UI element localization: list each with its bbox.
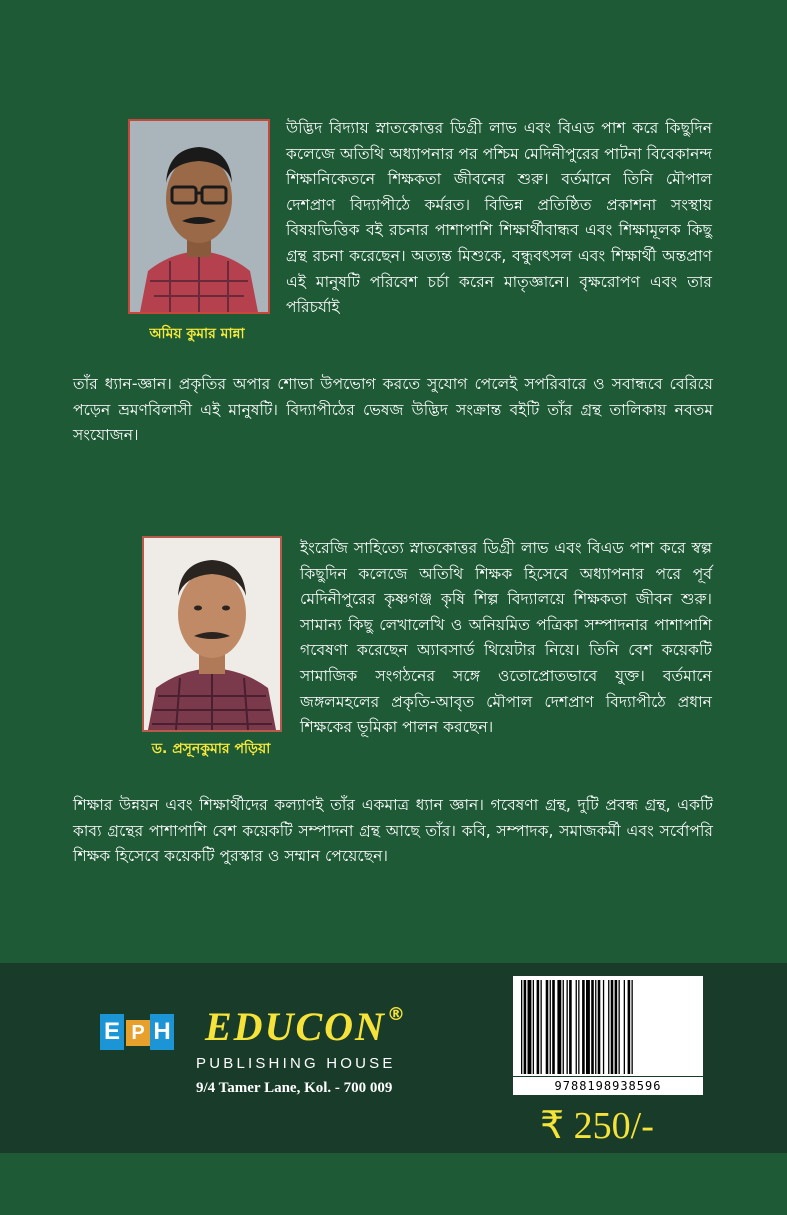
publisher-address: 9/4 Tamer Lane, Kol. - 700 009 — [196, 1080, 393, 1096]
isbn-number: 9788198938596 — [513, 1077, 703, 1095]
logo-letter-e: E — [100, 1014, 124, 1050]
logo-letter-h: H — [150, 1014, 174, 1050]
author1-name: অমিয় কুমার মান্না — [149, 326, 245, 342]
author2-name: ড. প্রসূনকুমার পড়িয়া — [151, 741, 271, 757]
logo-letter-p: P — [126, 1020, 150, 1046]
price: ₹ 250/- — [540, 1105, 654, 1147]
author2-photo — [142, 536, 282, 732]
bottom-strip — [0, 1153, 787, 1215]
author1-portrait-icon — [130, 121, 268, 312]
barcode-icon — [513, 976, 703, 1076]
author1-bio-part2: তাঁর ধ্যান-জ্ঞান। প্রকৃতির অপার শোভা উপভোগ করতে সুযোগ পেলেই সপরিবারে ও সবান্ধবে বেরিয়ে পড়েন ভ্রমণবিলাসী এই মানুষটি। বিদ্যাপীঠের ভেষজ উদ্ভিদ সংক্রান্ত বইটি তাঁর গ্রন্থ তালিকায় নবতম সংযোজন। — [73, 375, 713, 445]
author1-bio-part1: উদ্ভিদ বিদ্যায় স্নাতকোত্তর ডিগ্রী লাভ এবং বিএড পাশ করে কিছুদিন কলেজে অতিথি অধ্যাপনার পর পশ্চিম মেদিনীপুরের পাটনা বিবেকানন্দ শিক্ষানিকেতনে শিক্ষকতা জীবনের শুরু। বর্তমানে তিনি মৌপাল দেশপ্রাণ বিদ্যাপীঠে কর্মরত। বিভিন্ন প্রতিষ্ঠিত প্রকাশনা সংস্থায় বিষয়ভিত্তিক বই রচনার পাশাপাশি শিক্ষার্থীবান্ধব এবং শিক্ষামূলক কিছু গ্রন্থ রচনা করেছেন। অত্যন্ত মিশুকে, বন্ধুবৎসল এবং শিক্ষার্থী অন্তপ্রাণ এই মানুষটি পরিবেশ চর্চা করেন মাতৃজ্ঞানে। বৃক্ষরোপণ এবং তার পরিচর্যাই — [286, 119, 712, 317]
publisher-brand: EDUCON — [205, 1004, 386, 1049]
publisher-subtitle: PUBLISHING HOUSE — [196, 1055, 396, 1072]
author1-photo — [128, 119, 270, 314]
barcode — [513, 976, 703, 1076]
author2-portrait-icon — [144, 538, 280, 730]
eph-logo — [100, 1014, 176, 1050]
registered-mark: ® — [387, 1004, 405, 1025]
author2-bio-part1: ইংরেজি সাহিত্যে স্নাতকোত্তর ডিগ্রী লাভ এবং বিএড পাশ করে স্বল্প কিছুদিন কলেজে অতিথি শিক্ষক হিসেবে অধ্যাপনার পরে পূর্ব মেদিনীপুরের কৃষ্ণগঞ্জ কৃষি শিল্প বিদ্যালয়ে শিক্ষকতা জীবন শুরু। সামান্য কিছু লেখালেখি ও অনিয়মিত পত্রিকা সম্পাদনার পাশাপাশি গবেষণা করেছেন অ্যাবসার্ড থিয়েটার নিয়ে। তিনি বেশ কয়েকটি সামাজিক সংগঠনের সঙ্গে ওতোপ্রোতভাবে যুক্ত। বর্তমানে জঙ্গলমহলের প্রকৃতি-আবৃত মৌপাল দেশপ্রাণ বিদ্যাপীঠে প্রধান শিক্ষকের ভূমিকা পালন করছেন। — [300, 539, 712, 737]
author2-bio-part2: শিক্ষার উন্নয়ন এবং শিক্ষার্থীদের কল্যাণই তাঁর একমাত্র ধ্যান জ্ঞান। গবেষণা গ্রন্থ, দুটি প্রবন্ধ গ্রন্থ, একটি কাব্য গ্রন্থের পাশাপাশি বেশ কয়েকটি সম্পাদনা গ্রন্থ আছে তাঁর। কবি, সম্পাদক, সমাজকর্মী এবং সর্বোপরি শিক্ষক হিসেবে কয়েকটি পুরস্কার ও সম্মান পেয়েছেন। — [73, 796, 713, 866]
